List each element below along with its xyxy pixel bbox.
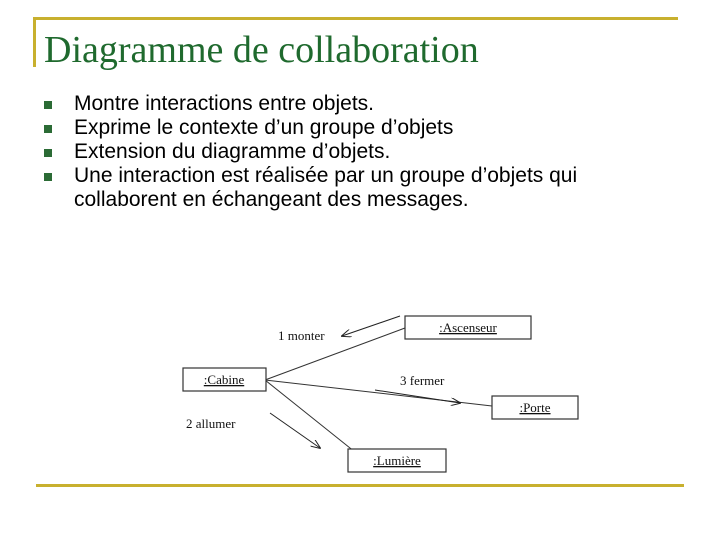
- object-ascenseur: [405, 316, 531, 339]
- bullet-text: Exprime le contexte d’un groupe d’objets: [74, 116, 454, 139]
- frame-top-line: [33, 17, 678, 20]
- bullet-list: [44, 92, 604, 212]
- bullet-text: Une interaction est réalisée par un groupe d’objets qui collaborent en échangeant des messages.: [74, 164, 578, 211]
- bullet-area: [44, 92, 644, 292]
- object-cabine: [183, 368, 266, 391]
- slide-title: Diagramme de collaboration: [44, 29, 479, 71]
- message-monter-label: 1 monter: [278, 328, 325, 343]
- object-porte: [492, 396, 578, 419]
- frame-left-line: [33, 17, 36, 67]
- bullet-item: [44, 140, 604, 164]
- square-bullet-icon: [44, 125, 52, 133]
- bullet-item: [44, 92, 604, 116]
- bullet-item: [44, 164, 604, 212]
- message-fermer-label: 3 fermer: [400, 373, 445, 388]
- square-bullet-icon: [44, 101, 52, 109]
- link-cabine-porte: [265, 380, 492, 406]
- object-ascenseur-label: :Ascenseur: [439, 320, 497, 335]
- bullet-text: Extension du diagramme d’objets.: [74, 140, 391, 163]
- link-cabine-lumiere: [265, 380, 360, 456]
- object-porte-label: :Porte: [519, 400, 551, 415]
- message-allumer-label: 2 allumer: [186, 416, 236, 431]
- object-lumiere: [348, 449, 446, 472]
- bullet-text: Montre interactions entre objets.: [74, 92, 374, 115]
- collaboration-diagram: [170, 308, 590, 478]
- arrow-fermer: [375, 390, 460, 403]
- object-lumiere-label: :Lumière: [373, 453, 421, 468]
- frame-bottom-line: [36, 484, 684, 487]
- square-bullet-icon: [44, 173, 52, 181]
- bullet-item: [44, 116, 604, 140]
- object-cabine-label: :Cabine: [203, 372, 245, 387]
- square-bullet-icon: [44, 149, 52, 157]
